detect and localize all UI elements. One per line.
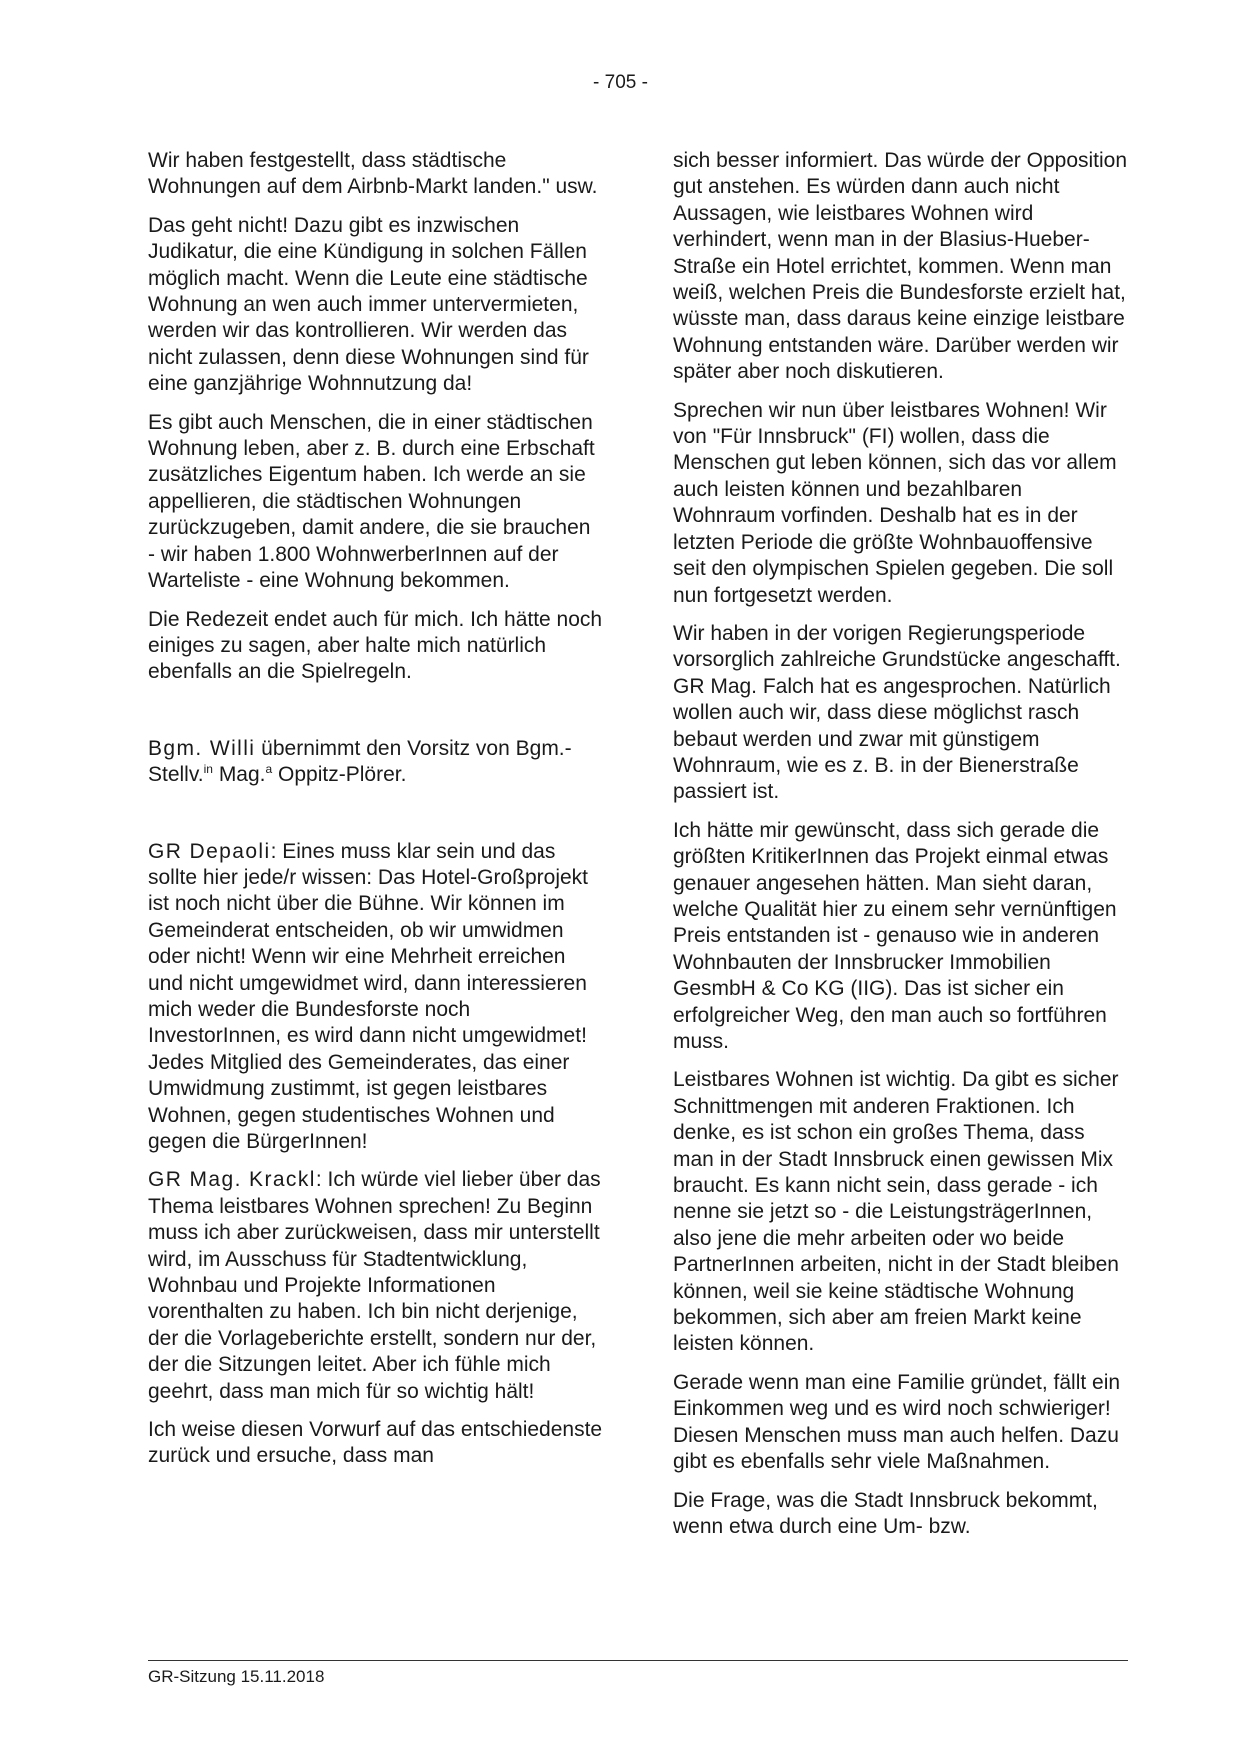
chair-change-note: [148, 736, 603, 789]
footer-divider: [148, 1660, 1128, 1661]
note-text: Oppitz-Plörer.: [272, 763, 407, 787]
paragraph: Die Redezeit endet auch für mich. Ich hätte noch einiges zu sagen, aber halte mich natürlich ebenfalls an die Spielregeln.: [148, 607, 603, 684]
page-number: - 705 -: [593, 72, 648, 93]
speech-krackl: [148, 1167, 603, 1405]
right-column: [673, 148, 1128, 1552]
paragraph: Gerade wenn man eine Familie gründet, fällt ein Einkommen weg und es wird noch schwieriger! Diesen Menschen muss man auch helfen. Dazu gibt es ebenfalls sehr viele Maßnahmen.: [673, 1370, 1121, 1474]
footer-label: GR-Sitzung 15.11.2018: [148, 1667, 325, 1686]
paragraph: Es gibt auch Menschen, die in einer städtischen Wohnung leben, aber z. B. durch eine Erbschaft zusätzliches Eigentum haben. Ich werde an sie appellieren, die städtischen Wohnungen zurückzugeben, damit andere, die sie brauchen - wir haben 1.800 WohnwerberInnen auf der Warteliste - eine Wohnung bekommen.: [148, 410, 595, 593]
note-text: Mag.: [212, 763, 266, 787]
paragraph: sich besser informiert. Das würde der Opposition gut anstehen. Es würden dann auch nicht Aussagen, wie leistbares Wohnen wird verhindert, wenn man in der Blasius-Hueber-Straße ein Hotel errichtet, kommen. Wenn man weiß, welchen Preis die Bundesforste erzielt hat, wüsste man, dass daraus keine einzige leistbare Wohnung entstanden wäre. Darüber werden wir später aber noch diskutieren.: [673, 149, 1128, 384]
paragraph: Das geht nicht! Dazu gibt es inzwischen Judikatur, die eine Kündigung in solchen Fällen möglich macht. Wenn die Leute eine städtische Wohnung an wen auch immer untervermieten, werden wir das kontrollieren. Wir werden das nicht zulassen, denn diese Wohnungen sind für eine ganzjährige Wohnnutzung da!: [148, 213, 589, 396]
left-column: [148, 148, 603, 1482]
superscript: in: [203, 762, 213, 777]
paragraph: Wir haben in der vorigen Regierungsperiode vorsorglich zahlreiche Grundstücke angeschafft. GR Mag. Falch hat es angesprochen. Natürlich wollen auch wir, dass diese möglichst rasch bebaut werden und zwar mit günstigem Wohnraum, wie es z. B. in der Bienerstraße passiert ist.: [673, 621, 1121, 804]
speech-text: : Ich würde viel lieber über das Thema leistbares Wohnen sprechen! Zu Beginn muss ich aber zurückweisen, dass mir unterstellt wird, im Ausschuss für Stadtentwicklung, Wohnbau und Projekte Informationen vorenthalten zu haben. Ich bin nicht derjenige, der die Vorlageberichte erstellt, sondern nur der, der die Sitzungen leitet. Aber ich fühle mich geehrt, dass man mich für so wichtig hält!: [148, 1168, 601, 1403]
superscript: a: [265, 762, 273, 777]
speech-text: : Eines muss klar sein und das sollte hier jede/r wissen: Das Hotel-Großprojekt ist noch nicht über die Bühne. Wir können im Gemeinderat entscheiden, ob wir umwidmen oder nicht! Wenn wir eine Mehrheit erreichen und nicht umgewidmet wird, dann interessieren mich weder die Bundesforste noch InvestorInnen, es wird dann nicht umgewidmet! Jedes Mitglied des Gemeinderates, das einer Umwidmung zustimmt, ist gegen leistbares Wohnen, gegen studentisches Wohnen und gegen die BürgerInnen!: [148, 839, 588, 1153]
speaker-name: GR Mag. Krackl: [148, 1168, 316, 1192]
paragraph: Wir haben festgestellt, dass städtische Wohnungen auf dem Airbnb-Markt landen." usw.: [148, 149, 598, 199]
speech-depaoli: [148, 839, 603, 1156]
note-text: übernimmt den Vorsitz von Bgm.-Stellv.: [148, 736, 572, 787]
paragraph: Ich hätte mir gewünscht, dass sich gerade die größten KritikerInnen das Projekt einmal etwas genauer angesehen hätten. Man sieht daran, welche Qualität hier zu einem sehr vernünftigen Preis entstanden ist - genauso wie in anderen Wohnbauten der Innsbrucker Immobilien GesmbH & Co KG (IIG). Das ist sicher ein erfolgreicher Weg, den man auch so fortführen muss.: [673, 818, 1117, 1053]
paragraph: Die Frage, was die Stadt Innsbruck bekommt, wenn etwa durch eine Um- bzw.: [673, 1488, 1098, 1538]
speaker-name: GR Depaoli: [148, 839, 271, 863]
paragraph: Ich weise diesen Vorwurf auf das entschiedenste zurück und ersuche, dass man: [148, 1418, 603, 1468]
paragraph: Sprechen wir nun über leistbares Wohnen! Wir von "Für Innsbruck" (FI) wollen, dass die Menschen gut leben können, sich das vor allem auch leisten können und bezahlbaren Wohnraum vorfinden. Deshalb hat es in der letzten Periode die größte Wohnbauoffensive seit den olympischen Spielen gegeben. Die soll nun fortgesetzt werden.: [673, 398, 1117, 607]
speaker-name: Bgm. Willi: [148, 736, 256, 760]
paragraph: Leistbares Wohnen ist wichtig. Da gibt es sicher Schnittmengen mit anderen Fraktionen. Ich denke, es ist schon ein großes Thema, dass man in der Stadt Innsbruck einen gewissen Mix braucht. Es kann nicht sein, dass gerade - ich nenne sie jetzt so - die LeistungsträgerInnen, also jene die mehr arbeiten oder wo beide PartnerInnen arbeiten, nicht in der Stadt bleiben können, weil sie keine städtische Wohnung bekommen, sich aber am freien Markt keine leisten können.: [673, 1068, 1119, 1356]
